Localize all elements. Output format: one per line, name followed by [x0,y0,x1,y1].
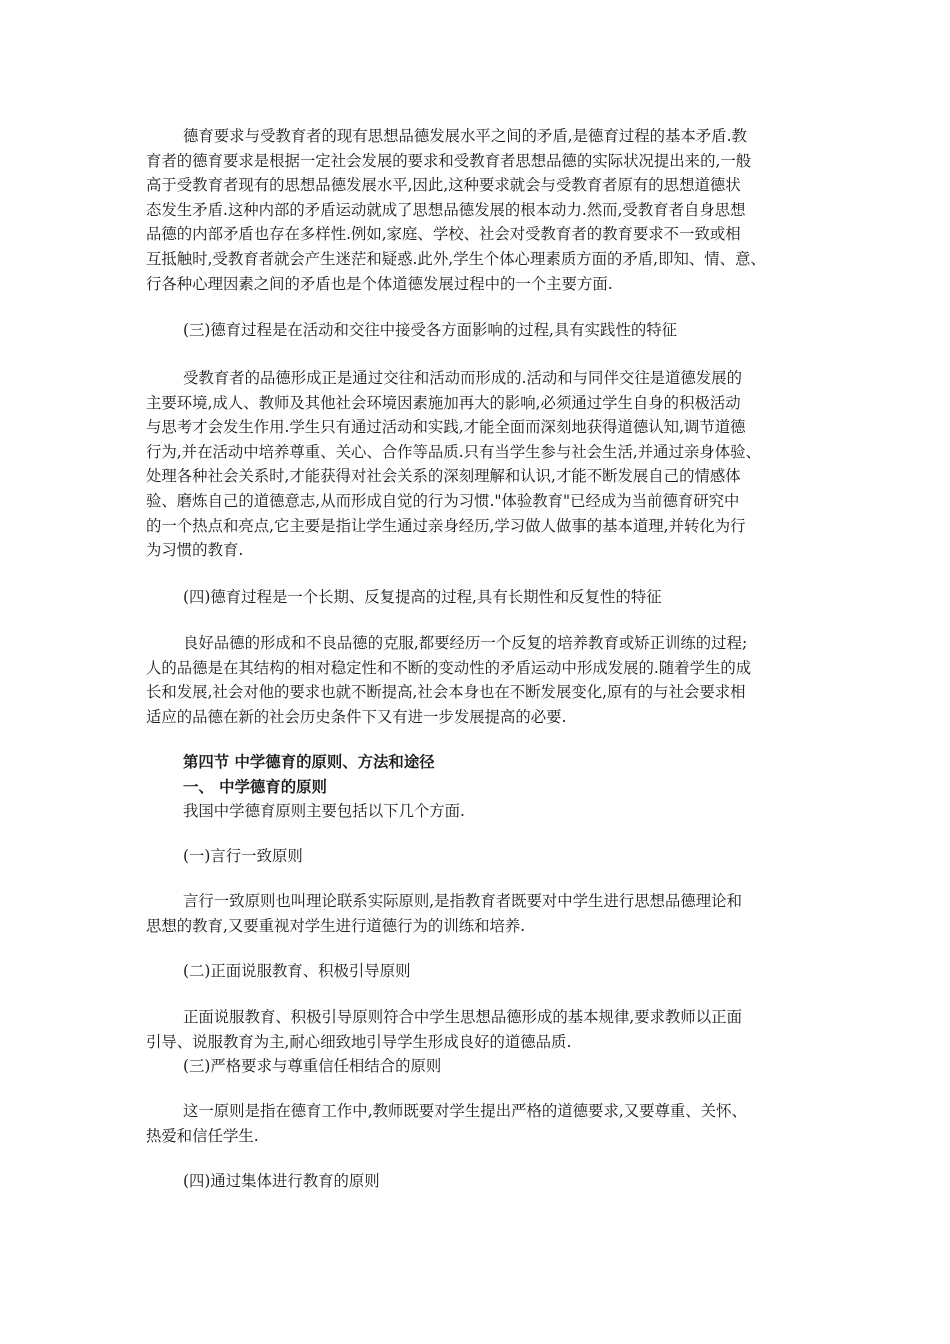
text-line: 良好品德的形成和不良品德的克服,都要经历一个反复的培养教育或矫正训练的过程; [183,634,748,652]
text-line: 适应的品德在新的社会历史条件下又有进一步发展提高的必要. [146,707,567,726]
text-line: 态发生矛盾.这种内部的矛盾运动就成了思想品德发展的根本动力.然而,受教育者自身思想 [146,200,746,219]
text-line: 品德的内部矛盾也存在多样性.例如,家庭、学校、社会对受教育者的教育要求不一致或相 [146,225,741,244]
paragraph-activity-interaction [146,366,814,563]
principle-1-body [146,889,814,938]
text-line: 处理各种社会关系时,才能获得对社会关系的深刻理解和认识,才能不断发展自己的情感体 [146,467,741,486]
text-line: 长和发展,社会对他的要求也就不断提高,社会本身也在不断发展变化,原有的与社会要求相 [146,683,746,702]
text-line: 高于受教育者现有的思想品德发展水平,因此,这种要求就会与受教育者原有的思想道德状 [146,176,741,195]
text-line: 验、磨炼自己的道德意志,从而形成自觉的行为习惯."体验教育"已经成为当前德育研究中 [146,491,740,510]
text-line: 行为,并在活动中培养尊重、关心、合作等品质.只有当学生参与社会生活,并通过亲身体验、 [146,442,761,461]
section-title: 第四节 中学德育的原则、方法和途径 [183,753,435,771]
text-line: 思想的教育,又要重视对学生进行道德行为的训练和培养. [146,916,526,935]
text-line: 受教育者的品德形成正是通过交往和活动而形成的.活动和与同伴交往是道德发展的 [183,369,742,387]
heading-long-term: (四)德育过程是一个长期、反复提高的过程,具有长期性和反复性的特征 [183,588,662,606]
text-line: 的一个热点和亮点,它主要是指让学生通过亲身经历,学习做人做事的基本道理,并转化为行 [146,516,746,535]
text-line: 育者的德育要求是根据一定社会发展的要求和受教育者思想品德的实际状况提出来的,一般 [146,151,752,170]
text-line: 主要环境,成人、教师及其他社会环境因素施加再大的影响,必须通过学生自身的积极活动 [146,393,741,412]
intro-line: 我国中学德育原则主要包括以下几个方面. [183,802,465,820]
text-line: 德育要求与受教育者的现有思想品德发展水平之间的矛盾,是德育过程的基本矛盾.教 [183,127,747,145]
text-line: 引导、说服教育为主,耐心细致地引导学生形成良好的道德品质. [146,1032,572,1051]
principle-3-title: (三)严格要求与尊重信任相结合的原则 [183,1057,442,1075]
text-line: 为习惯的教育. [146,541,244,560]
heading-practicality: (三)德育过程是在活动和交往中接受各方面影响的过程,具有实践性的特征 [183,321,678,339]
text-line: 正面说服教育、积极引导原则符合中学生思想品德形成的基本规律,要求教师以正面 [183,1008,742,1026]
text-line: 与思考才会发生作用.学生只有通过活动和实践,才能全面而深刻地获得道德认知,调节道德 [146,418,746,437]
text-line: 人的品德是在其结构的相对稳定性和不断的变动性的矛盾运动中形成发展的.随着学生的成 [146,658,752,677]
text-line: 互抵触时,受教育者就会产生迷茫和疑惑.此外,学生个体心理素质方面的矛盾,即知、情、意、 [146,249,766,268]
paragraph-basic-contradiction [146,124,814,296]
principle-1-title: (一)言行一致原则 [183,847,303,865]
principle-2-title: (二)正面说服教育、积极引导原则 [183,962,411,980]
paragraph-repetition [146,631,814,729]
principle-2-body [146,1005,814,1054]
principle-3-body [146,1099,814,1148]
text-line: 行各种心理因素之间的矛盾也是个体道德发展过程中的一个主要方面. [146,274,613,293]
subsection-title: 一、 中学德育的原则 [183,778,327,796]
text-line: 热爱和信任学生. [146,1126,259,1145]
principle-4-title: (四)通过集体进行教育的原则 [183,1172,380,1190]
text-line: 言行一致原则也叫理论联系实际原则,是指教育者既要对中学生进行思想品德理论和 [183,892,742,910]
text-line: 这一原则是指在德育工作中,教师既要对学生提出严格的道德要求,又要尊重、关怀、 [183,1102,747,1120]
